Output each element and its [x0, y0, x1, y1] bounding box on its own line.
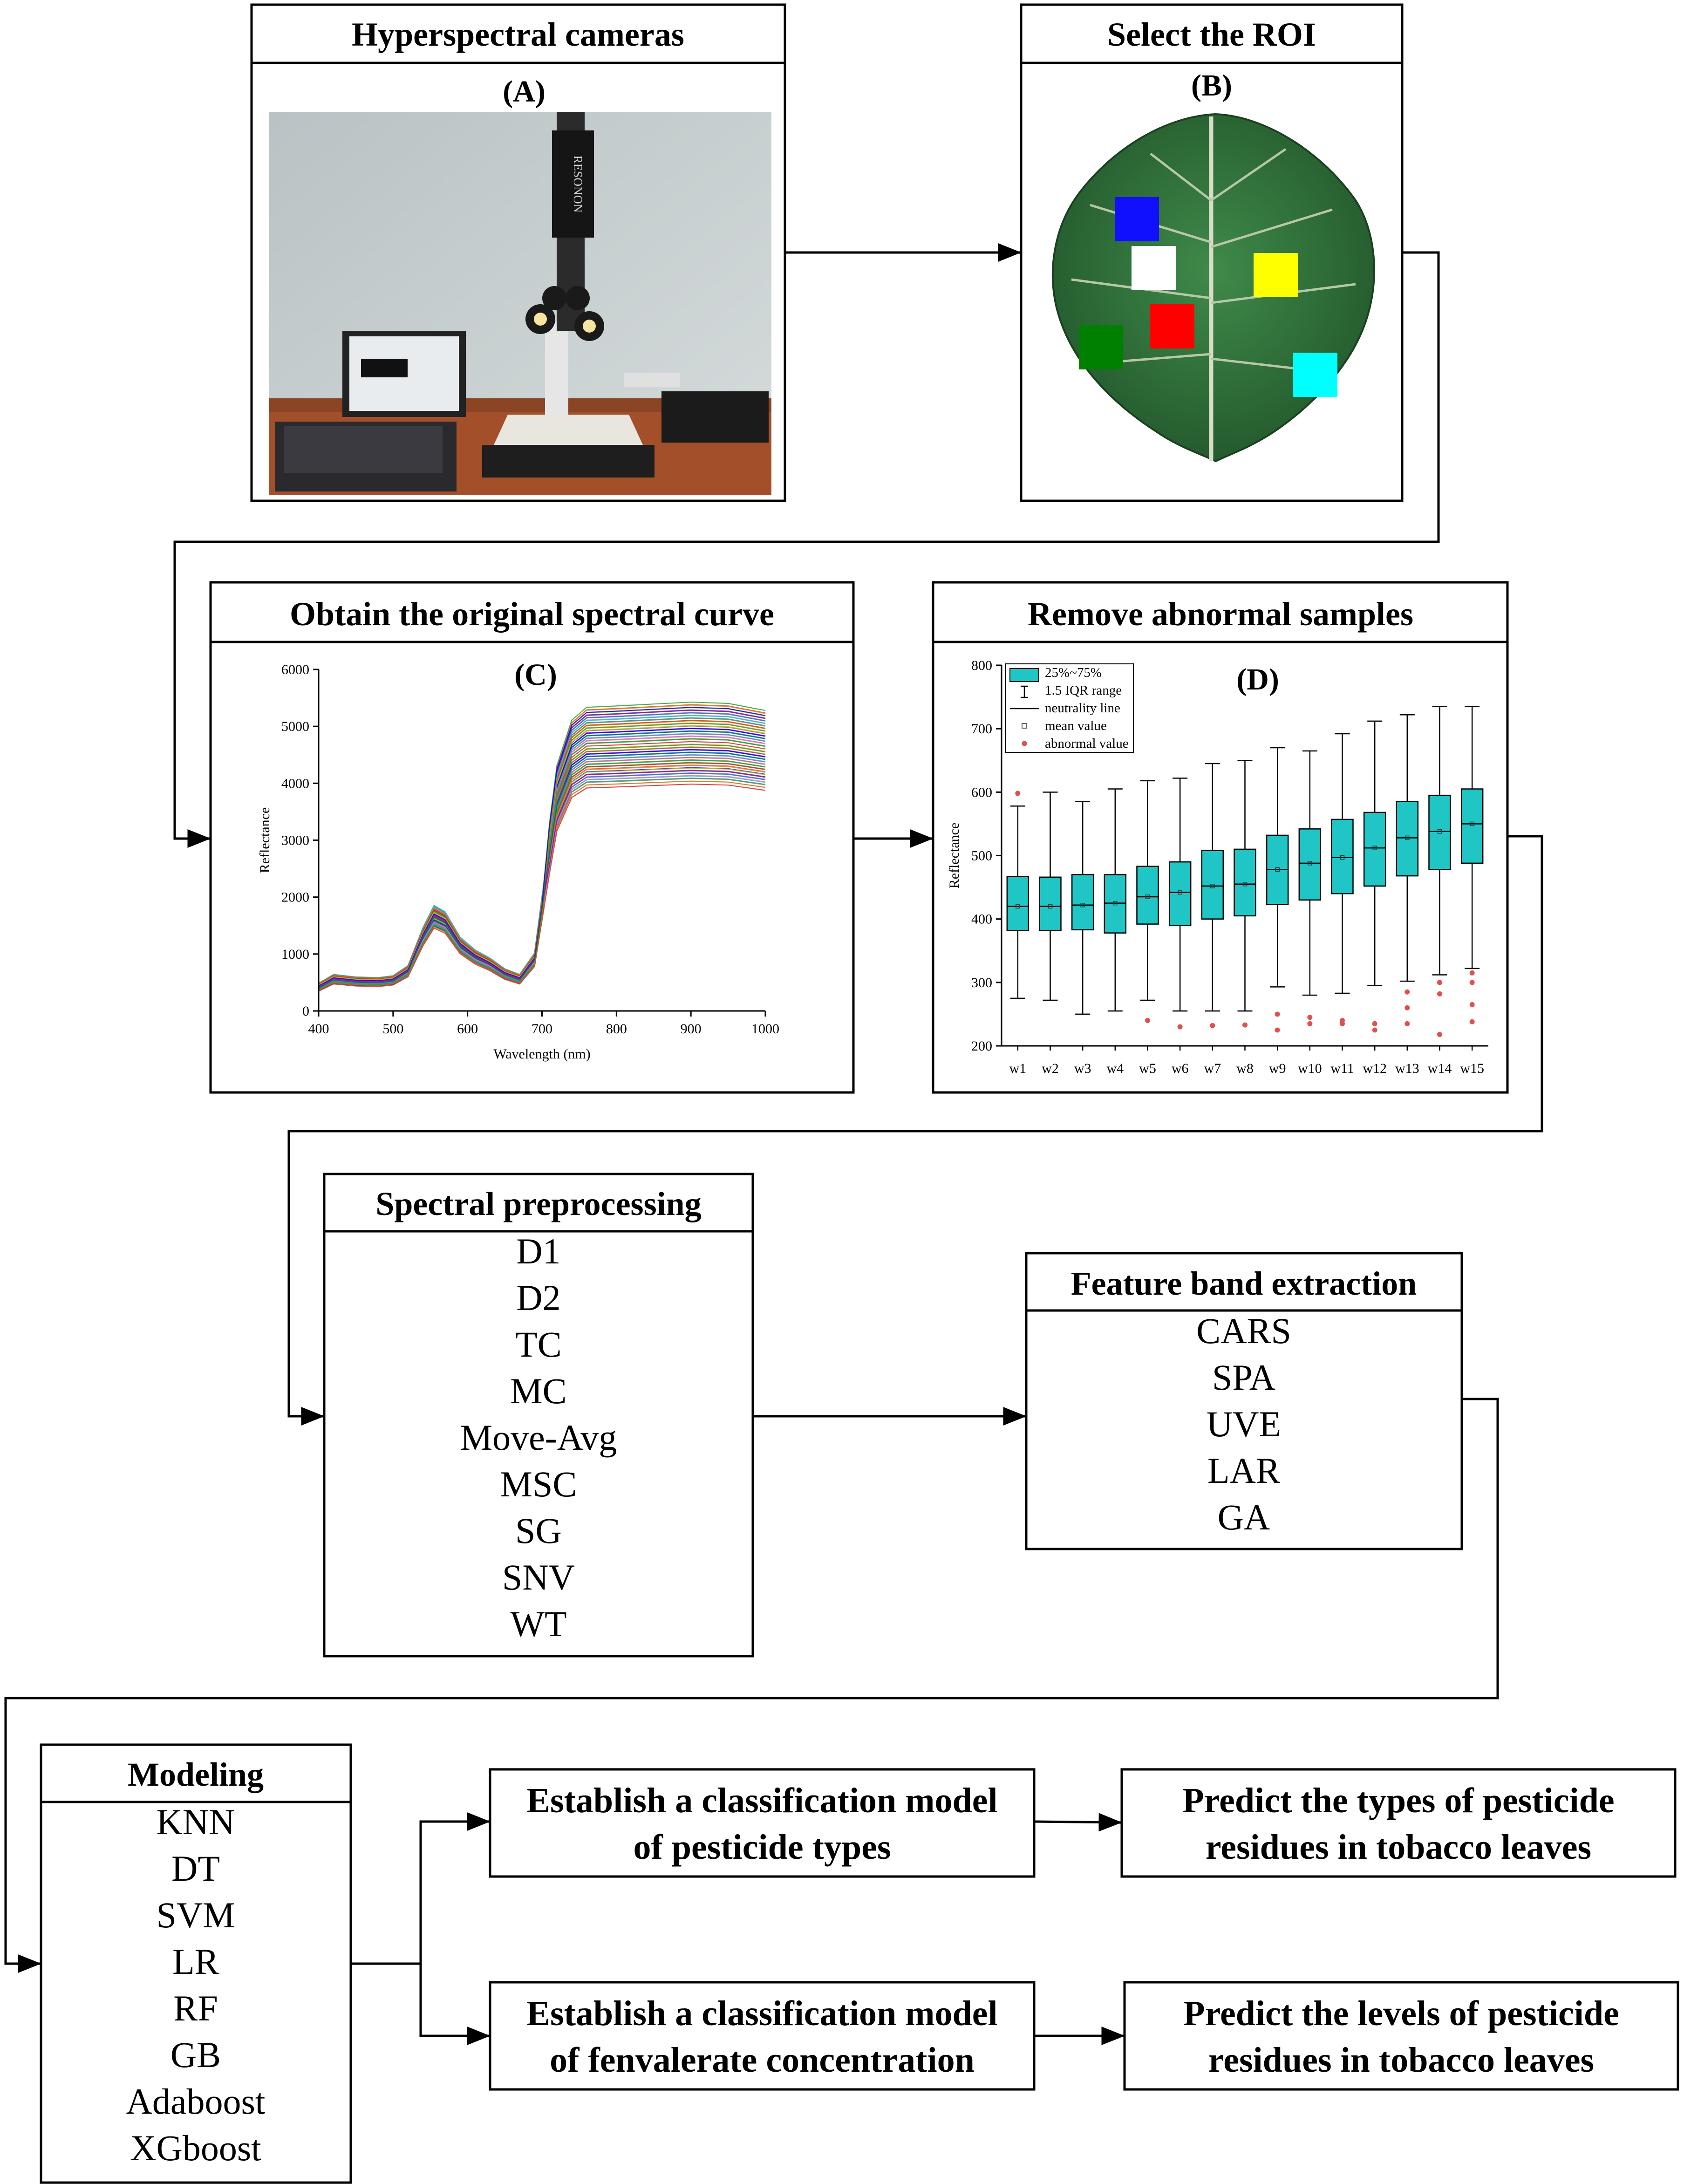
list-item: TC: [515, 1324, 562, 1365]
preprocessing-box: [324, 1174, 753, 1656]
legend-label: mean value: [1045, 718, 1107, 733]
arrow-to-class-conc: [421, 1964, 489, 2036]
outlier-point: [1470, 980, 1475, 985]
roi-yellow-square: [1254, 253, 1298, 297]
category-label: w5: [1139, 1061, 1156, 1076]
pred-levels-line2: residues in tobacco leaves: [1208, 2041, 1595, 2080]
x-tick-label: 600: [457, 1021, 478, 1037]
iqr-box: [1169, 862, 1191, 925]
outlier-point: [1372, 1021, 1377, 1026]
category-label: w10: [1297, 1061, 1322, 1076]
list-item: DT: [171, 1848, 220, 1889]
class-types-line1: Establish a classification model: [526, 1781, 998, 1820]
iqr-box: [1040, 877, 1061, 930]
list-item: SNV: [502, 1557, 575, 1597]
panel-select-roi: [1021, 5, 1402, 501]
outlier-point: [1145, 1018, 1150, 1023]
panel-remove-abnormal-samples: [933, 582, 1507, 1092]
y-tick-label: 600: [971, 785, 992, 800]
outlier-point: [1275, 1011, 1280, 1017]
list-item: LAR: [1207, 1450, 1280, 1491]
y-axis-label: Reflectance: [947, 822, 962, 889]
panel-b-title: Select the ROI: [1107, 16, 1316, 53]
iqr-box: [1202, 851, 1223, 919]
list-item: KNN: [156, 1802, 235, 1842]
outlier-point: [1372, 1027, 1377, 1032]
panel-a-label: (A): [503, 75, 545, 109]
outlier-point: [1437, 991, 1442, 996]
y-tick-label: 4000: [281, 776, 309, 792]
category-label: w4: [1106, 1061, 1124, 1076]
list-item: MC: [510, 1371, 567, 1411]
category-label: w7: [1204, 1061, 1221, 1076]
iqr-box: [1299, 829, 1321, 900]
iqr-box: [1364, 812, 1385, 886]
pred-types-line1: Predict the types of pesticide: [1182, 1781, 1615, 1820]
list-item: SG: [515, 1510, 562, 1551]
list-item: MSC: [500, 1464, 577, 1504]
roi-cyan-square: [1293, 353, 1337, 397]
pred-types-line2: residues in tobacco leaves: [1205, 1828, 1592, 1867]
y-tick-label: 500: [971, 848, 992, 864]
outlier-point: [1178, 1024, 1183, 1030]
panel-a-title: Hyperspectral cameras: [352, 16, 684, 53]
category-label: w1: [1009, 1061, 1027, 1076]
category-label: w14: [1427, 1061, 1452, 1076]
y-tick-label: 800: [971, 658, 992, 673]
class-conc-line2: of fenvalerate concentration: [550, 2041, 975, 2080]
list-item: Adaboost: [126, 2081, 266, 2122]
y-tick-label: 5000: [281, 719, 309, 735]
outlier-point: [1210, 1023, 1215, 1028]
outlier-point: [1470, 1019, 1475, 1024]
pred-levels-line1: Predict the levels of pesticide: [1183, 1994, 1619, 2033]
roi-green-square: [1079, 325, 1123, 369]
outlier-point: [1307, 1021, 1312, 1026]
category-label: w3: [1074, 1061, 1091, 1076]
list-item: SPA: [1212, 1357, 1275, 1398]
list-item: WT: [510, 1604, 567, 1644]
y-tick-label: 200: [971, 1038, 992, 1054]
classification-concentration-box: [490, 1982, 1034, 2089]
legend-label: neutrality line: [1045, 701, 1120, 716]
outlier-point: [1307, 1015, 1312, 1020]
x-tick-label: 800: [606, 1021, 627, 1037]
category-label: w11: [1330, 1061, 1354, 1076]
iqr-box: [1104, 874, 1126, 933]
resonon-brand: RESONON: [571, 155, 585, 213]
category-label: w6: [1171, 1061, 1189, 1076]
list-item: LR: [172, 1941, 219, 1982]
modeling-box: [41, 1745, 351, 2183]
panel-d-title: Remove abnormal samples: [1028, 595, 1413, 633]
y-tick-label: 2000: [281, 889, 309, 905]
category-label: w13: [1395, 1061, 1419, 1076]
outlier-point: [1437, 980, 1442, 985]
list-item: XGboost: [130, 2128, 261, 2168]
outlier-point: [1404, 1021, 1410, 1026]
panel-d-label: (D): [1236, 662, 1279, 696]
category-label: w8: [1236, 1061, 1254, 1076]
legend-label: 25%~75%: [1045, 665, 1102, 680]
outlier-point: [1470, 970, 1475, 976]
y-tick-label: 300: [971, 975, 992, 990]
y-tick-label: 1000: [281, 946, 309, 962]
list-item: CARS: [1196, 1310, 1291, 1351]
panel-c-label: (C): [514, 658, 557, 692]
list-item: GA: [1217, 1497, 1270, 1537]
class-conc-line1: Establish a classification model: [526, 1994, 998, 2033]
iqr-box: [1072, 874, 1093, 929]
iqr-box: [1429, 795, 1451, 869]
panel-c-title: Obtain the original spectral curve: [290, 595, 774, 633]
outlier-point: [1275, 1027, 1280, 1032]
list-item: Move-Avg: [460, 1417, 617, 1458]
iqr-box: [1007, 876, 1029, 930]
outlier-point: [1015, 791, 1020, 796]
list-item: SVM: [156, 1895, 235, 1935]
predict-types-box: [1122, 1769, 1675, 1877]
x-tick-label: 700: [532, 1021, 552, 1037]
x-tick-label: 1000: [751, 1021, 779, 1037]
y-tick-label: 0: [302, 1003, 309, 1019]
preprocessing-title: Spectral preprocessing: [375, 1185, 702, 1222]
list-item: GB: [170, 2034, 221, 2075]
classification-types-box: [490, 1769, 1034, 1877]
x-axis-label: Wavelength (nm): [493, 1046, 591, 1062]
roi-red-square: [1150, 304, 1194, 348]
roi-blue-square: [1115, 197, 1159, 241]
iqr-box: [1461, 789, 1483, 863]
predict-levels-box: [1125, 1982, 1678, 2089]
outlier-point: [1242, 1023, 1248, 1028]
x-tick-label: 500: [382, 1021, 404, 1037]
y-axis-label: Reflectance: [257, 807, 273, 874]
iqr-box: [1332, 819, 1353, 894]
feature-extraction-box: [1026, 1253, 1462, 1549]
outlier-point: [1437, 1032, 1442, 1037]
list-item: RF: [173, 1988, 218, 2028]
legend-swatch-outlier: [1022, 741, 1027, 746]
x-tick-label: 900: [680, 1021, 702, 1037]
y-tick-label: 6000: [281, 662, 309, 677]
panel-b-label: (B): [1191, 68, 1232, 102]
list-item: UVE: [1206, 1404, 1282, 1444]
list-item: D1: [516, 1231, 561, 1271]
category-label: w15: [1460, 1061, 1485, 1076]
y-tick-label: 3000: [281, 833, 309, 848]
arrow-to-class-types: [421, 1822, 489, 1964]
outlier-point: [1404, 1005, 1410, 1010]
list-item: D2: [516, 1277, 561, 1318]
y-tick-label: 400: [971, 911, 992, 927]
x-tick-label: 400: [308, 1021, 329, 1037]
category-label: w9: [1268, 1061, 1286, 1076]
legend-label: abnormal value: [1045, 736, 1129, 751]
modeling-title: Modeling: [127, 1756, 264, 1793]
category-label: w12: [1363, 1061, 1387, 1076]
panel-original-spectral-curve: [211, 582, 853, 1092]
iqr-box: [1397, 802, 1418, 876]
feature-title: Feature band extraction: [1070, 1265, 1417, 1302]
category-label: w2: [1042, 1061, 1059, 1076]
outlier-point: [1340, 1021, 1345, 1026]
y-tick-label: 700: [971, 721, 992, 737]
class-types-line2: of pesticide types: [633, 1828, 891, 1867]
outlier-point: [1470, 1002, 1475, 1007]
legend-label: 1.5 IQR range: [1045, 683, 1122, 698]
roi-white-square: [1132, 246, 1176, 290]
legend-swatch-box: [1010, 669, 1039, 682]
panel-hyperspectral-cameras: [252, 5, 785, 501]
outlier-point: [1404, 990, 1410, 995]
camera-photo: [269, 112, 771, 495]
